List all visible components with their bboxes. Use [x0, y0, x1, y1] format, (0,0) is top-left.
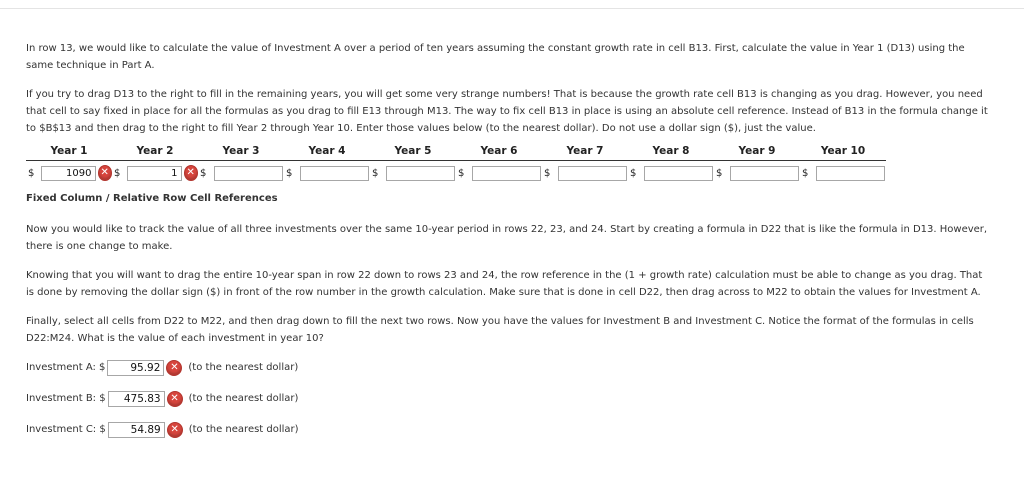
investment-b-label: Investment B: $	[26, 393, 106, 404]
header-year-4: Year 4	[284, 143, 370, 161]
header-year-10: Year 10	[800, 143, 886, 161]
investment-a-label: Investment A: $	[26, 362, 106, 373]
currency-symbol: $	[458, 167, 465, 179]
currency-symbol: $	[544, 167, 551, 179]
year-6-input[interactable]	[472, 166, 541, 181]
investment-c-hint: (to the nearest dollar)	[188, 424, 299, 435]
investment-c-row	[26, 421, 992, 438]
header-year-7: Year 7	[542, 143, 628, 161]
incorrect-x-icon: ✕	[98, 165, 113, 181]
currency-symbol: $	[200, 167, 207, 179]
header-year-9: Year 9	[714, 143, 800, 161]
year-5-input[interactable]	[386, 166, 455, 181]
investment-a-row	[26, 359, 992, 376]
header-year-1: Year 1	[26, 143, 112, 161]
year-2-input[interactable]: 1	[127, 166, 182, 181]
currency-symbol: $	[716, 167, 723, 179]
year-7-input[interactable]	[558, 166, 627, 181]
instruction-paragraph-3: Now you would like to track the value of all three investments over the same 10-year period in rows 22, 23, and 24. Start by creating a formula in D22 that is like the formula in D13. However, there is one change to make.	[26, 224, 988, 252]
investment-b-input[interactable]: 475.83	[108, 391, 165, 407]
investment-a-input[interactable]: 95.92	[107, 360, 164, 376]
year-8-input[interactable]	[644, 166, 713, 181]
currency-symbol: $	[286, 167, 293, 179]
question-content	[26, 40, 992, 452]
year-4-input[interactable]	[300, 166, 369, 181]
incorrect-x-icon: ✕	[166, 360, 182, 376]
header-year-5: Year 5	[370, 143, 456, 161]
currency-symbol: $	[802, 167, 809, 179]
investment-a-hint: (to the nearest dollar)	[188, 362, 299, 373]
year-10-input[interactable]	[816, 166, 885, 181]
instruction-paragraph-5: Finally, select all cells from D22 to M22, and then drag down to fill the next two rows. Now you have the values for Investment B and Investment C. Notice the format of the formulas in cells D22:M24. What is the value of each investment in year 10?	[26, 316, 974, 344]
header-year-2: Year 2	[112, 143, 198, 161]
instruction-paragraph-2: If you try to drag D13 to the right to fill in the remaining years, you will get some very strange numbers! That is because the growth rate cell B13 is changing as you drag. However, you need that cell to say fixed in place for all the formulas as you drag to fill E13 through M13. The way to fix cell B13 in place is using an absolute cell reference. Instead of B13 in the formula change it to $B$13 and then drag to the right to fill Year 2 through Year 10. Enter those values below (to the nearest dollar). Do not use a dollar sign ($), just the value.	[26, 89, 988, 134]
year-9-input[interactable]	[730, 166, 799, 181]
year-3-input[interactable]	[214, 166, 283, 181]
header-year-6: Year 6	[456, 143, 542, 161]
currency-symbol: $	[630, 167, 637, 179]
top-divider	[0, 8, 1024, 9]
investment-b-hint: (to the nearest dollar)	[188, 393, 299, 404]
currency-symbol: $	[114, 167, 121, 179]
years-table	[26, 143, 886, 182]
investment-c-label: Investment C: $	[26, 424, 106, 435]
instruction-paragraph-1: In row 13, we would like to calculate the value of Investment A over a period of ten years assuming the constant growth rate in cell B13. First, calculate the value in Year 1 (D13) using the same technique in Part A.	[26, 43, 965, 71]
currency-symbol: $	[28, 167, 35, 179]
investment-b-row	[26, 390, 992, 407]
header-year-8: Year 8	[628, 143, 714, 161]
incorrect-x-icon: ✕	[167, 422, 183, 438]
incorrect-x-icon: ✕	[167, 391, 183, 407]
section-title: Fixed Column / Relative Row Cell References	[26, 193, 278, 204]
header-year-3: Year 3	[198, 143, 284, 161]
instruction-paragraph-4: Knowing that you will want to drag the entire 10-year span in row 22 down to rows 23 and 24, the row reference in the (1 + growth rate) calculation must be able to change as you drag. That is done by removing the dollar sign ($) in front of the row number in the growth calculation. Make sure that is done in cell D22, then drag across to M22 to obtain the values for Investment A.	[26, 270, 983, 298]
investment-c-input[interactable]: 54.89	[108, 422, 165, 438]
year-1-input[interactable]: 1090	[41, 166, 96, 181]
incorrect-x-icon: ✕	[184, 165, 199, 181]
currency-symbol: $	[372, 167, 379, 179]
